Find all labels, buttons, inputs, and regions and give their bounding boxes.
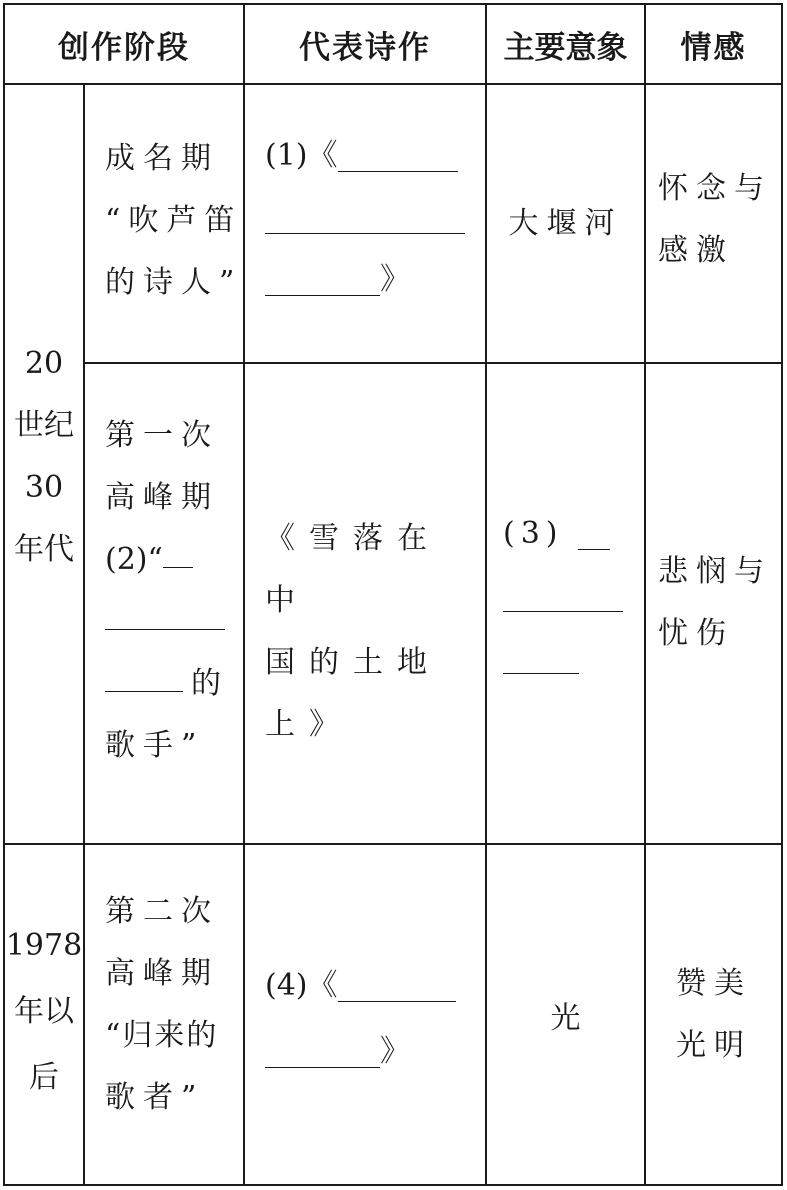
poem-blank-1 xyxy=(265,133,477,319)
poem-line: 《雪落在中 xyxy=(265,521,441,618)
stage-line: 的 xyxy=(191,666,221,701)
header-image: 主要意象 xyxy=(503,29,628,66)
poem-prefix: (4)《 xyxy=(265,968,338,1003)
image-blank-3 xyxy=(503,511,641,697)
stage-line: 第二次 xyxy=(105,894,219,929)
emotion-line: 忧伤 xyxy=(658,616,734,651)
emotion-line: 感激 xyxy=(658,233,734,268)
stage-line: 高峰期 xyxy=(105,956,219,991)
period-line: 30 xyxy=(24,470,64,505)
emotion-2 xyxy=(658,541,778,665)
stage-line: 的诗人” xyxy=(105,265,243,300)
emotion-3 xyxy=(676,953,781,1077)
period-1978 xyxy=(5,913,83,1111)
period-line: 后 xyxy=(29,1060,59,1095)
fill-blank[interactable] xyxy=(105,591,225,630)
stage-line: 歌者” xyxy=(105,1080,205,1115)
poem-blank-4 xyxy=(265,963,477,1091)
period-line: 年代 xyxy=(14,532,74,567)
emotion-line: 怀念与 xyxy=(658,171,772,206)
stage-fame xyxy=(105,128,243,314)
poem-snow xyxy=(265,508,480,756)
fill-blank[interactable] xyxy=(265,195,465,234)
period-line: 年以 xyxy=(14,994,74,1029)
period-line: 世纪 xyxy=(14,408,74,443)
header-stage: 创作阶段 xyxy=(58,29,190,66)
stage-line: 成名期 xyxy=(105,141,219,176)
fill-blank[interactable] xyxy=(503,635,579,674)
emotion-line: 光明 xyxy=(676,1028,752,1063)
poem-suffix: 》 xyxy=(380,1034,410,1069)
fill-blank[interactable] xyxy=(265,1029,380,1068)
fill-blank[interactable] xyxy=(578,511,610,550)
period-line: 20 xyxy=(24,346,64,381)
emotion-1 xyxy=(658,158,778,282)
stage-line: (2)“ xyxy=(105,542,163,577)
poem-suffix: 》 xyxy=(380,262,410,297)
blank-number: (3) xyxy=(503,516,564,551)
header-poem: 代表诗作 xyxy=(299,29,431,66)
stage-line: 歌手” xyxy=(105,728,205,763)
header-emotion: 情感 xyxy=(680,29,747,66)
fill-blank[interactable] xyxy=(338,133,458,172)
poem-line: 国的土地 xyxy=(265,645,441,680)
fill-blank[interactable] xyxy=(163,529,193,568)
stage-peak-1 xyxy=(105,405,243,777)
image-dayanhe: 大堰河 xyxy=(508,206,623,241)
image-light: 光 xyxy=(550,1001,581,1036)
fill-blank[interactable] xyxy=(265,257,380,296)
emotion-line: 悲悯与 xyxy=(658,554,772,589)
stage-peak-2 xyxy=(105,881,243,1129)
literature-table xyxy=(3,3,783,1186)
stage-line: 高峰期 xyxy=(105,480,219,515)
period-1930s xyxy=(5,333,83,581)
poem-prefix: (1)《 xyxy=(265,138,338,173)
fill-blank[interactable] xyxy=(105,653,183,692)
poem-line: 上》 xyxy=(265,707,353,742)
stage-line: “归来的 xyxy=(105,1018,219,1053)
stage-line: 第一次 xyxy=(105,418,219,453)
stage-line: “吹芦笛 xyxy=(105,203,243,238)
fill-blank[interactable] xyxy=(338,963,456,1002)
period-line: 1978 xyxy=(5,928,83,963)
emotion-line: 赞美 xyxy=(676,966,752,1001)
fill-blank[interactable] xyxy=(503,573,623,612)
